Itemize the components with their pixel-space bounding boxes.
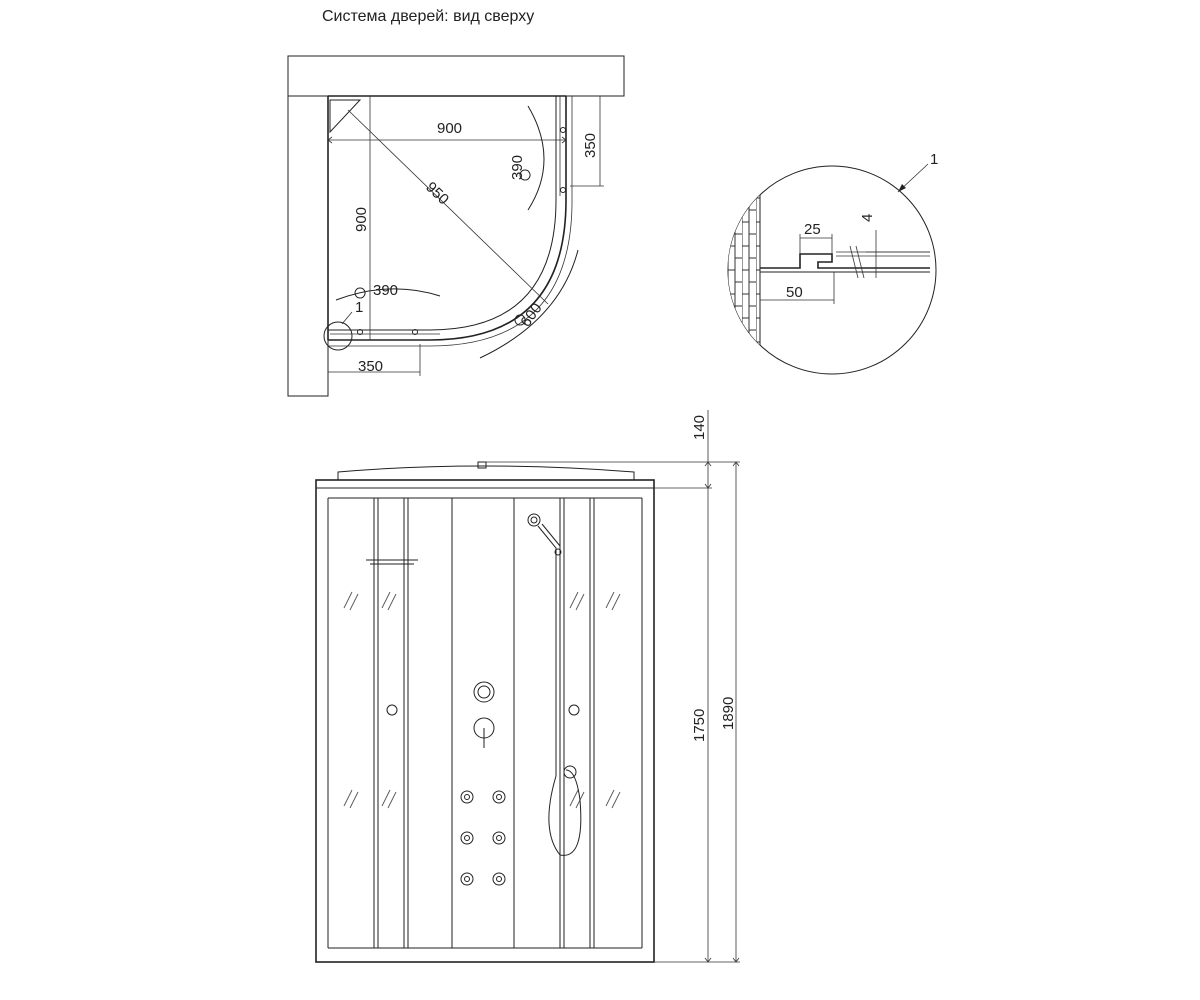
dim-side-bottom: 350 — [358, 358, 384, 375]
cabin-frame — [316, 480, 654, 962]
wall-top — [288, 56, 624, 96]
dim-width: 900 — [437, 120, 463, 137]
dim-door-bottom: 390 — [373, 282, 399, 299]
diagram-title: Система дверей: вид сверху — [322, 8, 535, 25]
callout-label: 1 — [355, 299, 364, 316]
shower-hose — [549, 770, 581, 855]
detail-view — [700, 151, 938, 380]
door-handle-left — [387, 705, 397, 715]
dim-side-right: 350 — [582, 132, 599, 158]
dim-body: 1750 — [691, 708, 708, 742]
dim-opening: 600 — [517, 300, 546, 331]
shower-head — [528, 514, 540, 526]
detail-dim-c: 50 — [786, 284, 803, 301]
massage-jets — [461, 791, 505, 885]
top-view — [288, 56, 624, 396]
dim-door-right: 390 — [509, 154, 526, 180]
dim-depth: 900 — [353, 206, 370, 232]
dim-diagonal: 950 — [422, 178, 453, 209]
control-knob-top — [474, 682, 494, 702]
wall-left — [288, 96, 328, 396]
door-handle-right — [569, 705, 579, 715]
dim-top: 140 — [691, 414, 708, 440]
front-view — [316, 410, 740, 962]
detail-dim-a: 25 — [804, 221, 821, 238]
dim-total: 1890 — [720, 696, 737, 730]
detail-callout-label: 1 — [930, 151, 939, 168]
detail-dim-b: 4 — [859, 213, 876, 222]
